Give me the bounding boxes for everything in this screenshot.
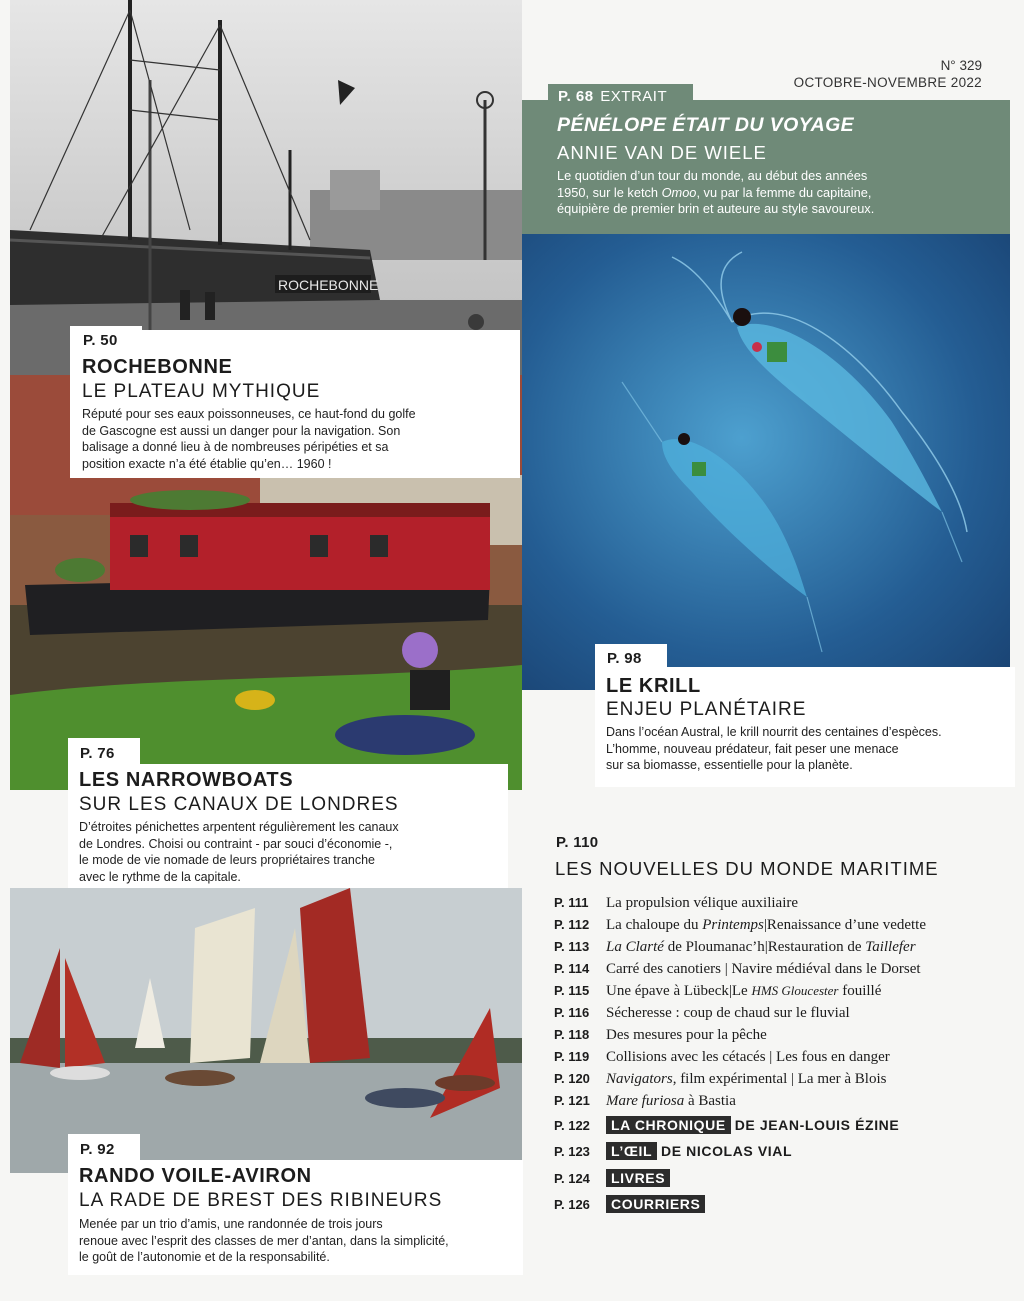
krill-body bbox=[606, 724, 1006, 774]
toc-page: P. 118 bbox=[554, 1027, 590, 1042]
toc-separator: | bbox=[764, 939, 768, 955]
issue-date: OCTOBRE-NOVEMBRE 2022 bbox=[793, 75, 982, 90]
rochebonne-line-4: position exacte n’a été établie qu’en… 1960 ! bbox=[82, 456, 332, 471]
column-author: DE NICOLAS VIAL bbox=[661, 1143, 793, 1159]
toc-separator: | bbox=[763, 917, 767, 933]
boat-name: Omoo bbox=[661, 184, 697, 200]
rochebonne-title: ROCHEBONNE bbox=[82, 356, 233, 378]
toc-text: Collisions avec les cétacés bbox=[606, 1049, 766, 1065]
extrait-line-2c: , vu par la femme du capitaine, bbox=[696, 184, 872, 200]
extrait-line-2a: 1950, sur le ketch bbox=[557, 184, 662, 200]
toc-page: P. 112 bbox=[554, 917, 590, 932]
column-page: P. 122 bbox=[554, 1118, 590, 1133]
toc-text: Sécheresse : coup de chaud sur le fluvial bbox=[606, 1005, 850, 1021]
toc-separator: | bbox=[720, 961, 732, 977]
toc-text: Une épave à Lübeck bbox=[606, 983, 729, 999]
toc-text-b: La mer à Blois bbox=[797, 1071, 887, 1087]
toc-italic: Navigators bbox=[606, 1071, 673, 1087]
rochebonne-harbour-image bbox=[10, 0, 522, 375]
rochebonne-line-2: de Gascogne est aussi un danger pour la navigation. Son bbox=[82, 423, 401, 438]
krill-line-3: sur sa biomasse, essentielle pour la planète. bbox=[606, 758, 853, 772]
rando-line-2: renoue avec l’esprit des classes de mer d’antan, dans la simplicité, bbox=[79, 1233, 449, 1248]
narrowboats-body bbox=[79, 819, 499, 885]
toc-page: P. 114 bbox=[554, 961, 590, 976]
toc-item bbox=[554, 960, 921, 978]
rochebonne-photo bbox=[10, 0, 522, 375]
column-page: P. 126 bbox=[554, 1197, 590, 1212]
toc-item bbox=[554, 982, 881, 1000]
toc-italic-b: Taillefer bbox=[865, 939, 916, 955]
toc-separator: | bbox=[787, 1071, 798, 1087]
toc-page: P. 119 bbox=[554, 1049, 590, 1064]
narrowboats-title: LES NARROWBOATS bbox=[79, 769, 294, 791]
toc-italic: La Clarté bbox=[606, 939, 664, 955]
column-item bbox=[554, 1196, 705, 1212]
rando-line-1: Menée par un trio d’amis, une randonnée de trois jours bbox=[79, 1217, 383, 1231]
toc-text-b: Renaissance d’une vedette bbox=[766, 917, 927, 933]
toc-item bbox=[554, 1048, 890, 1066]
krill-page: P. 98 bbox=[607, 650, 642, 667]
toc-item bbox=[554, 1026, 767, 1044]
column-item bbox=[554, 1170, 670, 1186]
toc-italic: Mare furiosa bbox=[606, 1093, 685, 1109]
toc-text: Des mesures pour la pêche bbox=[606, 1027, 767, 1043]
toc-item bbox=[554, 938, 916, 956]
narrowboats-subtitle: SUR LES CANAUX DE LONDRES bbox=[79, 794, 399, 815]
extrait-title: PÉNÉLOPE ÉTAIT DU VOYAGE bbox=[557, 114, 855, 136]
toc-text-b: Le bbox=[731, 983, 752, 999]
sailing-photo bbox=[10, 888, 522, 1173]
column-author: DE JEAN-LOUIS ÉZINE bbox=[734, 1117, 900, 1133]
toc-text-c: fouillé bbox=[838, 983, 882, 999]
krill-photo bbox=[522, 232, 1010, 690]
extrait-body bbox=[557, 168, 997, 218]
column-tag: L’ŒIL bbox=[606, 1142, 657, 1160]
toc-page: P. 115 bbox=[554, 983, 590, 998]
hull-name: ROCHEBONNE bbox=[278, 277, 379, 293]
toc-separator: | bbox=[765, 1049, 777, 1065]
rando-line-3: le goût de l’autonomie et de la responsabilité. bbox=[79, 1250, 330, 1264]
nouvelles-title: LES NOUVELLES DU MONDE MARITIME bbox=[555, 858, 939, 879]
toc-separator: | bbox=[728, 983, 732, 999]
toc-item bbox=[554, 1004, 850, 1022]
toc-page: P. 121 bbox=[554, 1093, 590, 1108]
extrait-kind: EXTRAIT bbox=[600, 88, 668, 105]
toc-italic-b: HMS Gloucester bbox=[751, 983, 839, 998]
narrowboats-line-3: le mode de vie nomade de leurs propriétaires tranche bbox=[79, 853, 376, 867]
toc-text: Carré des canotiers bbox=[606, 961, 721, 977]
narrowboats-line-4: avec le rythme de la capitale. bbox=[79, 869, 241, 884]
extrait-line-3: équipière de premier brin et auteure au style savoureux. bbox=[557, 201, 875, 216]
rochebonne-page: P. 50 bbox=[83, 332, 118, 349]
rochebonne-subtitle: LE PLATEAU MYTHIQUE bbox=[82, 381, 321, 402]
toc-item bbox=[554, 1070, 886, 1088]
krill-line-2: L’homme, nouveau prédateur, fait peser une menace bbox=[606, 741, 899, 756]
rando-body bbox=[79, 1216, 519, 1266]
extrait-header bbox=[558, 88, 667, 105]
krill-subtitle: ENJEU PLANÉTAIRE bbox=[606, 699, 807, 720]
krill-title: LE KRILL bbox=[606, 675, 701, 697]
toc-text-b: Navire médiéval dans le Dorset bbox=[731, 961, 921, 977]
toc-text: La chaloupe du bbox=[606, 917, 703, 933]
toc-page: P. 116 bbox=[554, 1005, 590, 1020]
column-tag: LIVRES bbox=[606, 1169, 670, 1187]
rochebonne-line-1: Réputé pour ses eaux poissonneuses, ce haut-fond du golfe bbox=[82, 407, 416, 421]
rando-subtitle: LA RADE DE BREST DES RIBINEURS bbox=[79, 1190, 443, 1211]
extrait-line-2 bbox=[557, 185, 997, 202]
rando-title: RANDO VOILE-AVIRON bbox=[79, 1165, 312, 1187]
toc-text: de Ploumanac’h bbox=[663, 939, 765, 955]
narrowboats-line-2: de Londres. Choisi ou contraint - par souci d’économie -, bbox=[79, 836, 393, 851]
rochebonne-line-3: balisage a donné lieu à de nombreuses péripéties et sa bbox=[82, 440, 389, 454]
toc-page: P. 113 bbox=[554, 939, 590, 954]
column-item bbox=[554, 1143, 792, 1159]
column-page: P. 124 bbox=[554, 1171, 590, 1186]
toc-italic: Printemps bbox=[702, 917, 764, 933]
extrait-line-1: Le quotidien d’un tour du monde, au début des années bbox=[557, 168, 868, 183]
narrowboats-line-1: D’étroites pénichettes arpentent régulièrement les canaux bbox=[79, 820, 399, 834]
narrowboats-page: P. 76 bbox=[80, 745, 115, 762]
nouvelles-page: P. 110 bbox=[556, 834, 599, 851]
column-tag: LA CHRONIQUE bbox=[606, 1116, 731, 1134]
column-tag: COURRIERS bbox=[606, 1195, 705, 1213]
sailing-boats-image bbox=[10, 888, 522, 1173]
extrait-author: ANNIE VAN DE WIELE bbox=[557, 142, 767, 163]
rando-page: P. 92 bbox=[80, 1141, 115, 1158]
toc-item bbox=[554, 916, 926, 934]
rochebonne-body bbox=[82, 406, 512, 472]
toc-item bbox=[554, 894, 798, 912]
issue-number: N° 329 bbox=[940, 58, 982, 73]
krill-image bbox=[522, 232, 1010, 690]
column-page: P. 123 bbox=[554, 1144, 590, 1159]
toc-text: , film expérimental bbox=[672, 1071, 788, 1087]
toc-page: P. 111 bbox=[554, 895, 589, 910]
toc-text: à Bastia bbox=[684, 1093, 736, 1109]
toc-page: P. 120 bbox=[554, 1071, 590, 1086]
extrait-page: P. 68 bbox=[558, 88, 594, 105]
toc-text-b: Restauration de bbox=[767, 939, 866, 955]
krill-line-1: Dans l’océan Austral, le krill nourrit des centaines d’espèces. bbox=[606, 725, 942, 739]
column-item bbox=[554, 1117, 899, 1133]
toc-text-b: Les fous en danger bbox=[776, 1049, 890, 1065]
toc-text: La propulsion vélique auxiliaire bbox=[606, 895, 799, 911]
toc-item bbox=[554, 1092, 736, 1110]
